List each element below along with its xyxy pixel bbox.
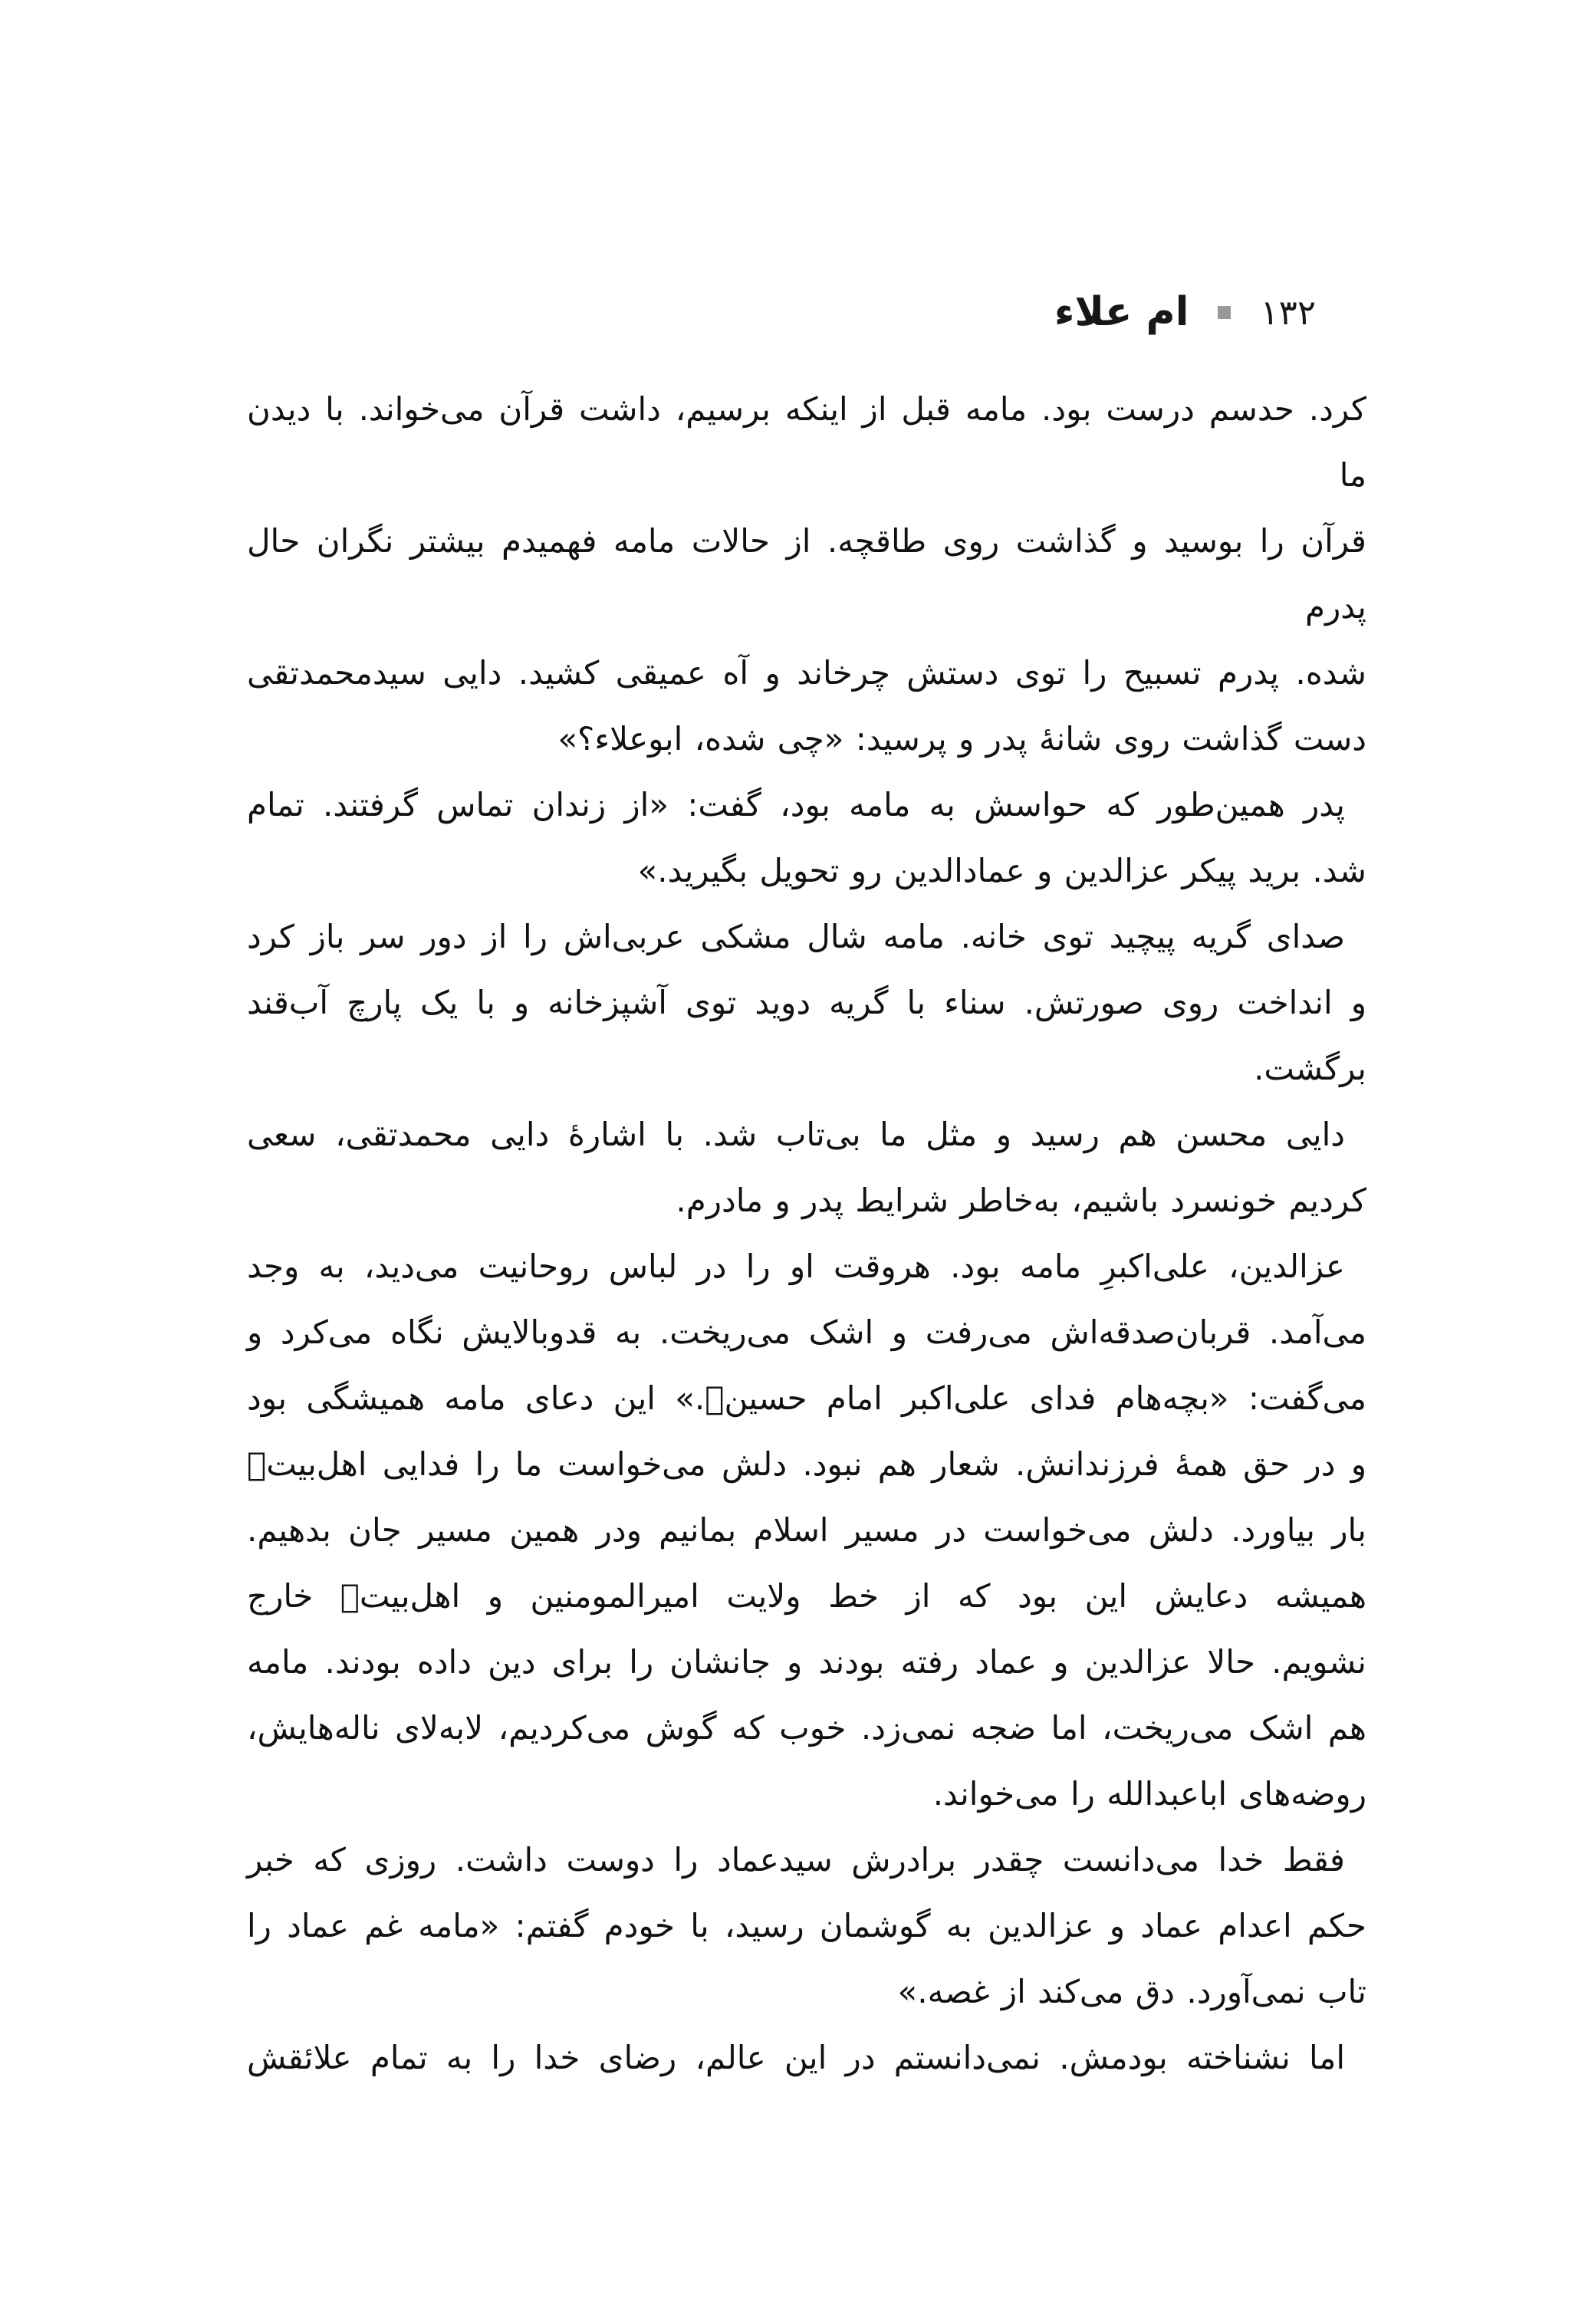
text-line: می‌گفت: «بچه‌هام فدای علی‌اکبر امام حسینؑ.» این دعای مامه همیشگی بود	[247, 1379, 1366, 1417]
text-line: عزالدین، علی‌اکبرِ مامه بود. هروقت او را در لباس روحانیت می‌دید، به وجد	[247, 1247, 1345, 1285]
paragraph	[247, 772, 1366, 904]
text-line: برگشت.	[1254, 1050, 1366, 1087]
text-line: دست گذاشت روی شانهٔ پدر و پرسید: «چی شده، ابوعلاء؟»	[557, 720, 1366, 758]
text-line: روضه‌های اباعبدالله را می‌خواند.	[932, 1775, 1366, 1813]
page-body	[247, 376, 1366, 2091]
paragraph	[247, 1234, 1366, 1827]
text-line: تاب نمی‌آورد. دق می‌کند از غصه.»	[897, 1973, 1366, 2010]
text-line: و در حق همهٔ فرزندانش. شعار هم نبود. دلش می‌خواست ما را فدایی اهل‌بیتؑ	[247, 1445, 1366, 1483]
text-line: حکم اعدام عماد و عزالدین به گوشمان رسید، با خودم گفتم: «مامه غم عماد را	[247, 1907, 1366, 1944]
paragraph	[247, 1827, 1366, 2025]
book-title: ام علاء	[1054, 289, 1189, 335]
separator-square-icon	[1218, 306, 1231, 319]
paragraph	[247, 2025, 1366, 2091]
page-number: ۱۳۲	[1260, 291, 1316, 333]
text-line: قرآن را بوسید و گذاشت روی طاقچه. از حالات مامه فهمیدم بیشتر نگران حال پدرم	[247, 522, 1366, 626]
text-block	[247, 280, 1366, 2091]
text-line: هم اشک می‌ریخت، اما ضجه نمی‌زد. خوب که گوش می‌کردیم، لابه‌لای ناله‌هایش،	[247, 1709, 1366, 1747]
paragraph	[247, 904, 1366, 1102]
text-line: اما نشناخته بودمش. نمی‌دانستم در این عالم، رضای خدا را به تمام علائقش	[247, 2039, 1345, 2076]
text-line: پدر همین‌طور که حواسش به مامه بود، گفت: «از زندان تماس گرفتند. تمام	[247, 786, 1345, 823]
text-line: فقط خدا می‌دانست چقدر برادرش سیدعماد را دوست داشت. روزی که خبر	[247, 1841, 1345, 1879]
text-line: کرد. حدسم درست بود. مامه قبل از اینکه برسیم، داشت قرآن می‌خواند. با دیدن ما	[247, 390, 1366, 494]
text-line: بار بیاورد. دلش می‌خواست در مسیر اسلام بمانیم ودر همین مسیر جان بدهیم.	[247, 1511, 1366, 1549]
text-line: شده. پدرم تسبیح را توی دستش چرخاند و آه عمیقی کشید. دایی سیدمحمدتقی	[247, 654, 1366, 692]
text-line: و انداخت روی صورتش. سناء با گریه دوید توی آشپزخانه و با یک پارچ آب‌قند	[247, 984, 1366, 1021]
text-line: دایی محسن هم رسید و مثل ما بی‌تاب شد. با اشارهٔ دایی محمدتقی، سعی	[247, 1116, 1345, 1153]
text-line: می‌آمد. قربان‌صدقه‌اش می‌رفت و اشک می‌ریخت. به قدوبالایش نگاه می‌کرد و	[247, 1313, 1366, 1351]
text-line: کردیم خونسرد باشیم، به‌خاطر شرایط پدر و مادرم.	[676, 1182, 1366, 1219]
text-line: نشویم. حالا عزالدین و عماد رفته بودند و جانشان را برای دین داده بودند. مامه	[247, 1643, 1366, 1681]
paragraph	[247, 376, 1366, 772]
text-line: همیشه دعایش این بود که از خط ولایت امیرالمومنین و اهل‌بیتؑ خارج	[247, 1577, 1366, 1615]
running-head	[247, 280, 1366, 344]
text-line: شد. برید پیکر عزالدین و عمادالدین رو تحویل بگیرید.»	[637, 852, 1366, 889]
text-line: صدای گریه پیچید توی خانه. مامه شال مشکی عربی‌اش را از دور سر باز کرد	[247, 918, 1345, 955]
paragraph	[247, 1102, 1366, 1234]
